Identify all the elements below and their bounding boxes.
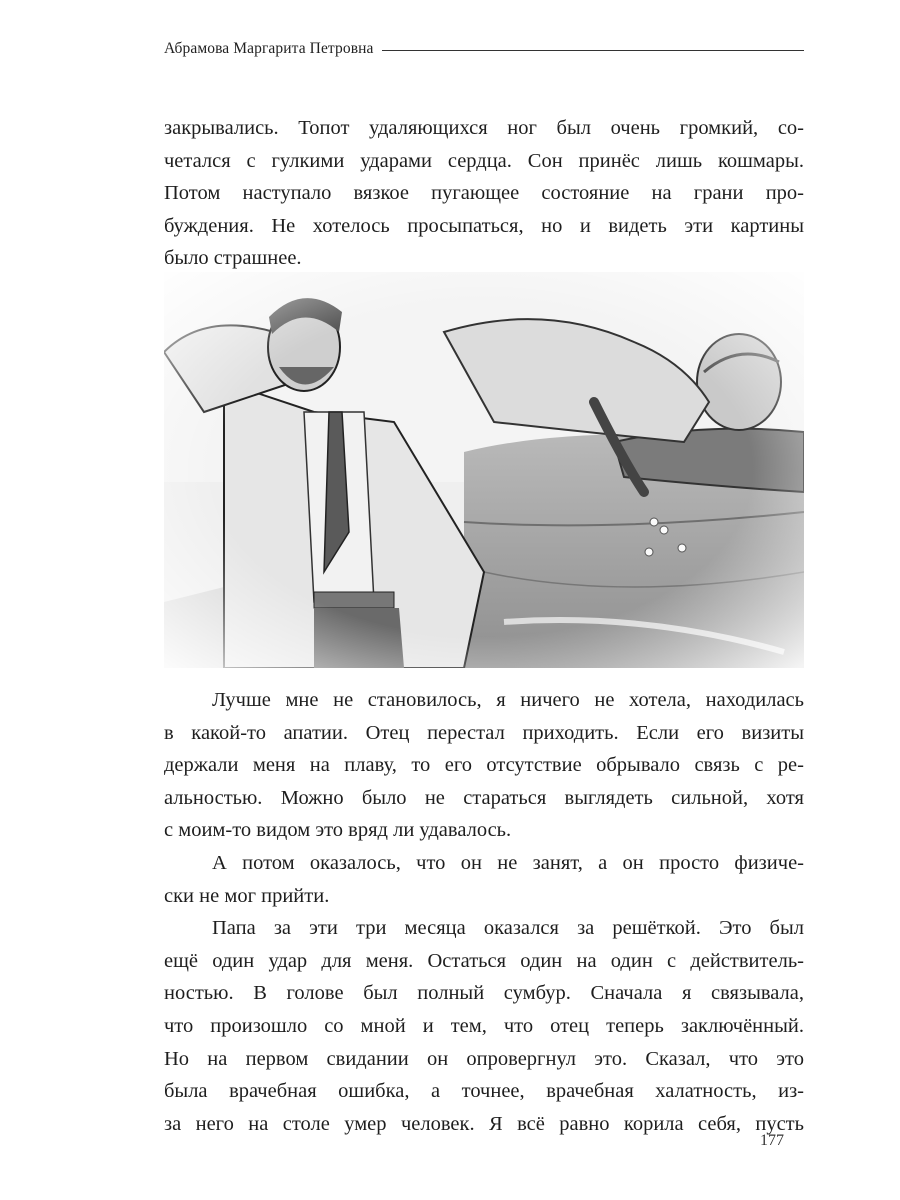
text-line: за него на столе умер человек. Я всё равно корила себя, пусть — [164, 1112, 804, 1135]
page-number: 177 — [760, 1132, 784, 1149]
header-rule — [382, 50, 805, 51]
text-line: Лучше мне не становилось, я ничего не хотела, находилась — [212, 689, 804, 711]
text-line: ски не мог прийти. — [164, 884, 330, 907]
text-line: ностью. В голове был полный сумбур. Сначала я связывала, — [164, 982, 804, 1005]
text-line: было страшнее. — [164, 247, 302, 270]
paragraph — [164, 112, 804, 275]
paragraph — [164, 684, 804, 847]
text-line: А потом оказалось, что он не занят, а он просто физиче- — [212, 851, 804, 874]
text-line: Потом наступало вязкое пугающее состояние на грани про- — [164, 182, 804, 205]
text-line: ещё один удар для меня. Остаться один на один с действитель- — [164, 949, 804, 972]
text-line: с моим-то видом это вряд ли удавалось. — [164, 819, 512, 842]
text-line: была врачебная ошибка, а точнее, врачебная халатность, из- — [164, 1080, 804, 1103]
text-line: Но на первом свидании он опровергнул это. Сказал, что это — [164, 1047, 804, 1070]
text-line: Папа за эти три месяца оказался за решёткой. Это был — [212, 917, 804, 940]
text-line: буждения. Не хотелось просыпаться, но и видеть эти картины — [164, 214, 804, 237]
body-text — [164, 684, 804, 1140]
text-line: держали меня на плаву, то его отсутствие обрывало связь с ре- — [164, 754, 804, 777]
text-line: закрывались. Топот удаляющихся ног был очень громкий, со- — [164, 117, 804, 139]
running-header — [164, 38, 804, 60]
running-title: Абрамова Маргарита Петровна — [164, 40, 374, 57]
text-line: четался с гулкими ударами сердца. Сон принёс лишь кошмары. — [164, 149, 804, 172]
text-line: что произошло со мной и тем, что отец теперь заключённый. — [164, 1014, 804, 1037]
paragraph — [164, 912, 804, 1140]
top-paragraph — [164, 112, 804, 275]
sketch-illustration-image — [164, 272, 804, 668]
illustration — [164, 272, 804, 668]
text-line: в какой-то апатии. Отец перестал приходить. Если его визиты — [164, 721, 804, 744]
paragraph — [164, 847, 804, 912]
text-line: альностью. Можно было не стараться выглядеть сильной, хотя — [164, 786, 804, 809]
